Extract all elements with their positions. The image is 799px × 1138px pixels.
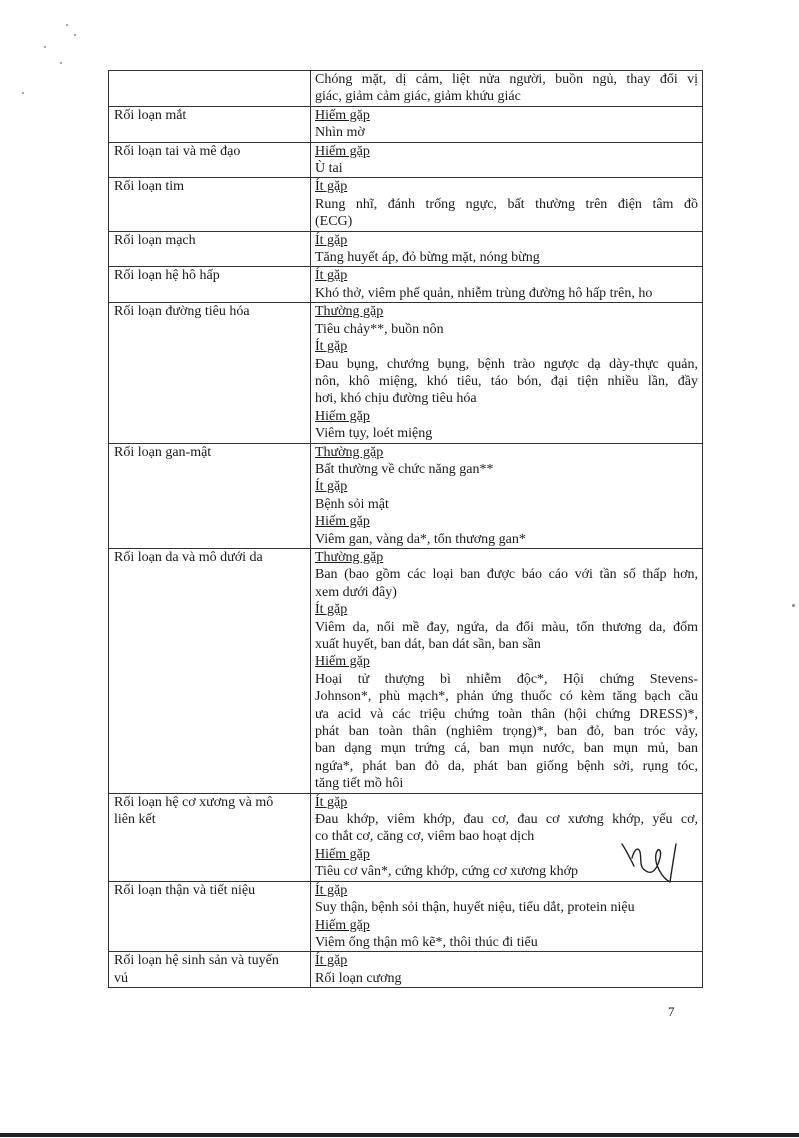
table-row xyxy=(109,303,703,443)
effect-text: Viêm gan, vàng da*, tổn thương gan* xyxy=(315,531,526,547)
effect-text: Viêm ống thận mô kẽ*, thôi thúc đi tiểu xyxy=(315,934,538,950)
organ-class-label: Rối loạn da và mô dưới da xyxy=(114,549,263,565)
effect-text: phát ban toàn thân (nghiêm trọng)*, ban đỏ, ban tróc vảy, xyxy=(315,724,698,740)
effect-text: xem dưới đây) xyxy=(315,584,397,600)
effect-text: xuất huyết, ban dát, ban dát sần, ban sần xyxy=(315,637,541,652)
table-row xyxy=(109,142,703,178)
frequency-heading: Thường gặp xyxy=(315,549,384,565)
organ-class-cell xyxy=(109,142,311,178)
effect-text: ưa acid và các triệu chứng toàn thân (hội chứng DRESS)*, xyxy=(315,706,698,722)
scan-edge-line xyxy=(0,1133,799,1137)
table-row xyxy=(109,881,703,952)
effect-text: Bệnh sỏi mật xyxy=(315,496,389,512)
organ-class-cell xyxy=(109,106,311,142)
adverse-effects-cell xyxy=(311,231,703,267)
table-row xyxy=(109,71,703,107)
organ-class-cell xyxy=(109,443,311,548)
table-row xyxy=(109,793,703,881)
table-row xyxy=(109,267,703,303)
adverse-effects-cell xyxy=(311,267,703,303)
organ-class-cell xyxy=(109,952,311,988)
organ-class-label: Rối loạn hệ hô hấp xyxy=(114,268,220,284)
scan-speck xyxy=(792,604,795,607)
organ-class-label: Rối loạn hệ sinh sản và tuyến xyxy=(114,953,279,969)
frequency-heading: Ít gặp xyxy=(315,882,348,898)
frequency-heading: Hiếm gặp xyxy=(315,514,370,530)
frequency-heading: Thường gặp xyxy=(315,304,384,320)
organ-class-cell xyxy=(109,881,311,952)
frequency-heading: Ít gặp xyxy=(315,339,348,355)
organ-class-cell xyxy=(109,793,311,881)
organ-class-cell xyxy=(109,548,311,793)
adverse-effects-cell xyxy=(311,881,703,952)
frequency-heading: Ít gặp xyxy=(315,479,348,495)
frequency-heading: Hiếm gặp xyxy=(315,107,370,123)
adverse-effects-cell xyxy=(311,142,703,178)
organ-class-cell xyxy=(109,178,311,231)
table-body xyxy=(109,71,703,988)
scan-speck xyxy=(44,46,46,48)
effect-text: Tiêu cơ vân*, cứng khớp, cứng cơ xương khớp xyxy=(315,864,579,880)
organ-class-label: Rối loạn gan-mật xyxy=(114,444,212,460)
effect-text: Tiêu chảy**, buồn nôn xyxy=(315,321,444,337)
table-row xyxy=(109,443,703,548)
signature-mark xyxy=(618,838,692,884)
effect-text: giác, giảm cảm giác, giảm khứu giác xyxy=(315,89,521,105)
table-row xyxy=(109,178,703,231)
organ-class-label: Rối loạn mạch xyxy=(114,232,196,248)
organ-class-label: Rối loạn thận và tiết niệu xyxy=(114,882,256,898)
effect-text: Khó thở, viêm phế quản, nhiễm trùng đường hô hấp trên, ho xyxy=(315,285,653,301)
frequency-heading: Ít gặp xyxy=(315,179,348,195)
adverse-effects-cell xyxy=(311,106,703,142)
organ-class-label: Rối loạn tim xyxy=(114,179,184,195)
frequency-heading: Ít gặp xyxy=(315,232,348,248)
effect-text: Rung nhĩ, đánh trống ngực, bất thường trên điện tâm đồ xyxy=(315,196,698,212)
organ-class-label: Rối loạn đường tiêu hóa xyxy=(114,304,250,320)
effect-text: Johnson*, phù mạch*, phản ứng thuốc có kèm tăng bạch cầu xyxy=(315,689,698,705)
adverse-effects-cell xyxy=(311,952,703,988)
organ-class-cell xyxy=(109,267,311,303)
effect-text: Ban (bao gồm các loại ban được báo cáo với tần số thấp hơn, xyxy=(315,567,698,583)
effect-text: Tăng huyết áp, đỏ bừng mặt, nóng bừng xyxy=(315,250,540,266)
frequency-heading: Ít gặp xyxy=(315,953,348,969)
effect-text: ngứa*, phát ban đỏ da, phát ban giống bệnh sởi, rụng tóc, xyxy=(315,758,698,774)
frequency-heading: Ít gặp xyxy=(315,794,348,810)
table-row xyxy=(109,106,703,142)
organ-class-label: Rối loạn hệ cơ xương và mô xyxy=(114,794,274,810)
effect-text: co thắt cơ, căng cơ, viêm bao hoạt dịch xyxy=(315,829,535,845)
effect-text: Rối loạn cương xyxy=(315,970,402,986)
frequency-heading: Ít gặp xyxy=(315,268,348,284)
effect-text: Ù tai xyxy=(315,161,343,177)
frequency-heading: Hiếm gặp xyxy=(315,917,370,933)
scan-speck xyxy=(74,34,76,36)
frequency-heading: Hiếm gặp xyxy=(315,654,370,670)
effect-text: Đau bụng, chướng bụng, bệnh trào ngược dạ dày-thực quản, xyxy=(315,356,698,372)
scan-speck xyxy=(60,62,62,64)
effect-text: ban dạng mụn trứng cá, ban mụn nước, ban mụn mủ, ban xyxy=(315,741,698,757)
effect-text: Nhìn mờ xyxy=(315,125,365,141)
effect-text: Hoại tử thượng bì nhiễm độc*, Hội chứng Stevens- xyxy=(315,671,698,687)
effect-text: Bất thường về chức năng gan** xyxy=(315,461,494,477)
scan-speck xyxy=(66,24,68,26)
table-row xyxy=(109,548,703,793)
adverse-effects-cell xyxy=(311,548,703,793)
organ-class-label: vú xyxy=(114,970,128,986)
organ-class-label: Rối loạn mắt xyxy=(114,107,187,123)
frequency-heading: Ít gặp xyxy=(315,602,348,618)
effect-text: tăng tiết mồ hôi xyxy=(315,776,404,792)
adverse-effects-cell xyxy=(311,303,703,443)
frequency-heading: Thường gặp xyxy=(315,444,384,460)
effect-text: Viêm da, nổi mề đay, ngứa, da đổi màu, tổn thương da, đốm xyxy=(315,619,698,635)
scan-speck xyxy=(22,92,24,94)
table-row xyxy=(109,231,703,267)
effect-text: Suy thận, bệnh sỏi thận, huyết niệu, tiểu dắt, protein niệu xyxy=(315,900,635,916)
frequency-heading: Hiếm gặp xyxy=(315,143,370,159)
organ-class-cell xyxy=(109,71,311,107)
adverse-reactions-table xyxy=(108,70,703,988)
adverse-effects-cell xyxy=(311,443,703,548)
effect-text: hơi, khó chịu đường tiêu hóa xyxy=(315,391,477,407)
frequency-heading: Hiếm gặp xyxy=(315,846,370,862)
organ-class-cell xyxy=(109,231,311,267)
page-number: 7 xyxy=(668,1004,675,1019)
effect-text: Chóng mặt, dị cảm, liệt nửa người, buồn ngủ, thay đổi vị xyxy=(315,72,698,87)
organ-class-label: Rối loạn tai và mê đạo xyxy=(114,143,241,159)
frequency-heading: Hiếm gặp xyxy=(315,408,370,424)
effect-text: (ECG) xyxy=(315,214,353,230)
effect-text: nôn, khô miệng, khó tiêu, táo bón, đại tiện nhiều lần, đầy xyxy=(315,373,698,389)
organ-class-cell xyxy=(109,303,311,443)
effect-text: Viêm tụy, loét miệng xyxy=(315,426,433,442)
adverse-effects-cell xyxy=(311,178,703,231)
organ-class-label: liên kết xyxy=(114,812,156,828)
adverse-effects-cell xyxy=(311,71,703,107)
effect-text: Đau khớp, viêm khớp, đau cơ, đau cơ xương khớp, yếu cơ, xyxy=(315,812,698,828)
table-row xyxy=(109,952,703,988)
